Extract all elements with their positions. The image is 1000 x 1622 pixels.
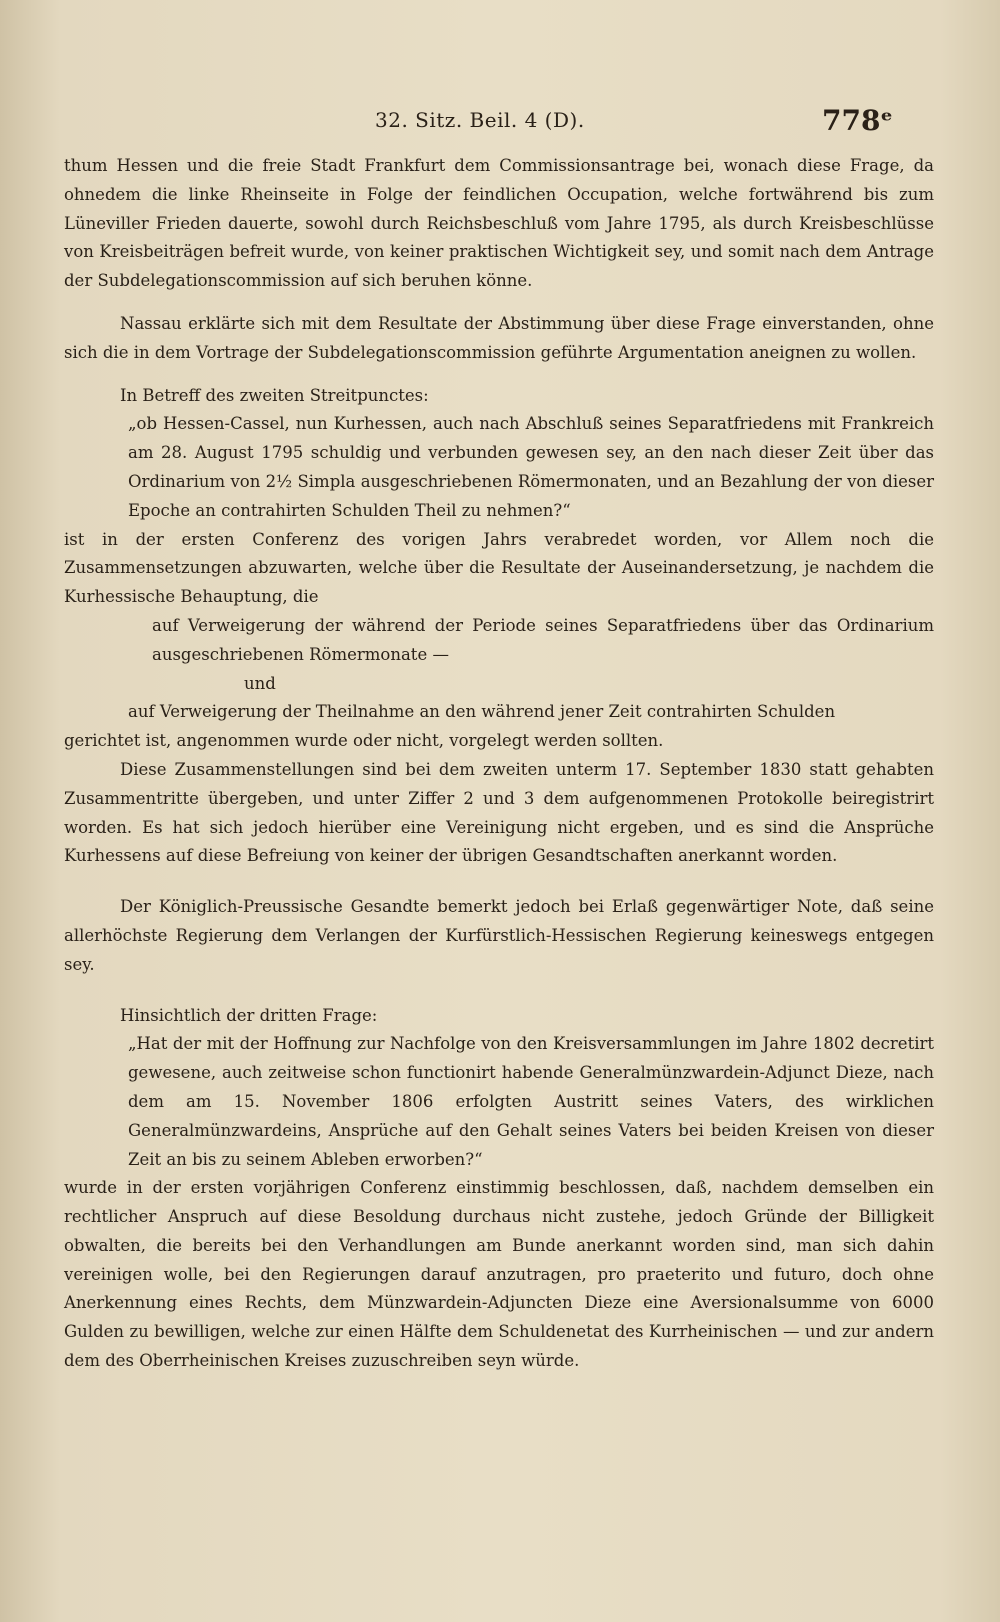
paragraph-conference: ist in der ersten Conferenz des vorigen Jahrs verabredet worden, vor Allem noch die Zusammensetzungen abzuwarten, welche über die Resultate der Auseinandersetzung, je nachdem die Kurhessische Behauptung, die [64,529,934,607]
heading-second-point: In Betreff des zweiten Streitpunctes: [120,385,429,405]
paragraph-1: thum Hessen und die freie Stadt Frankfurt dem Commissionsantrage bei, wonach diese Frage, da ohnedem die linke Rheinseite in Folge der feindlichen Occupation, welche fortwährend bis zum Lüneviller Frieden dauerte, sowohl durch Reichsbeschluß vom Jahre 1795, als durch Kreisbeschlüsse von Kreisbeiträgen befreit wurde, von keiner praktischen Wichtigkeit sey, und somit nach dem Antrage der Subdelegationscommission auf sich beruhen könne. [64,156,934,291]
heading-third-question: Hinsichtlich der dritten Frage: [120,1005,378,1025]
paragraph-nassau: Nassau erklärte sich mit dem Resultate der Abstimmung über diese Frage einverstanden, ohne sich die in dem Vortrage der Subdelegationscommission geführte Argumentation aneignen zu wollen. [64,313,934,362]
page-body [64,152,934,1376]
paragraph-prussia: Der Königlich-Preussische Gesandte bemerkt jedoch bei Erlaß gegenwärtiger Note, daß seine allerhöchste Regierung dem Verlangen der Kurfürstlich-Hessischen Regierung keineswegs entgegen sey. [64,897,934,974]
page-header [0,104,1000,144]
running-head: 32. Sitz. Beil. 4 (D). [375,108,585,132]
paragraph-resolution: wurde in der ersten vorjährigen Conferenz einstimmig beschlossen, daß, nachdem demselben ein rechtlicher Anspruch auf diese Besoldung durchaus nicht zustehe, jedoch Gründe der Billigkeit obwalten, die bereits bei den Verhandlungen am Bunde anerkannt worden sind, man sich dahin vereinigen wolle, bei den Regierungen darauf anzutragen, pro praeterito und futuro, doch ohne Anerkennung eines Rechts, dem Münzwardein-Adjuncten Dieze eine Aversionalsumme von 6000 Gulden zu bewilligen, welche zur einen Hälfte dem Schuldenetat des Kurrheinischen — und zur andern dem des Oberrheinischen Kreises zuzuschreiben seyn würde. [64,1178,934,1371]
quote-third-question: „Hat der mit der Hoffnung zur Nachfolge von den Kreisversammlungen im Jahre 1802 decretirt gewesene, auch zeitweise schon functionirt habende Generalmünzwardein-Adjunct Dieze, nach dem am 15. November 1806 erfolgten Austritt seines Vaters, des wirklichen Generalmünzwardeins, Ansprüche auf den Gehalt seines Vaters bei beiden Kreisen von dieser Zeit an bis zu seinem Ableben erworben?“ [128,1034,934,1169]
page-number: 778ᵉ [822,104,893,137]
quote-refusal-2: auf Verweigerung der Theilnahme an den während jener Zeit contrahirten Schulden [128,702,836,722]
quote-refusal-1: auf Verweigerung der während der Periode seines Separatfriedens über das Ordinarium ausgeschriebenen Römermonate — [152,615,934,664]
paragraph-directed: gerichtet ist, angenommen wurde oder nicht, vorgelegt werden sollten. [64,731,664,751]
paragraph-compilations: Diese Zusammenstellungen sind bei dem zweiten unterm 17. September 1830 statt gehabten Zusammentritte übergeben, und unter Ziffer 2 und 3 dem aufgenommenen Protokolle beiregistrirt worden. Es hat sich jedoch hierüber eine Vereinigung nicht ergeben, und es sind die Ansprüche Kurhessens auf diese Befreiung von keiner der übrigen Gesandtschaften anerkannt worden. [64,759,934,866]
conjunction-und: und [244,673,276,693]
quote-second-point: „ob Hessen-Cassel, nun Kurhessen, auch nach Abschluß seines Separatfriedens mit Frankreich am 28. August 1795 schuldig und verbunden gewesen sey, an den nach dieser Zeit über das Ordinarium von 2½ Simpla ausgeschriebenen Römermonaten, und an Bezahlung der von dieser Epoche an contrahirten Schulden Theil zu nehmen?“ [128,414,934,520]
